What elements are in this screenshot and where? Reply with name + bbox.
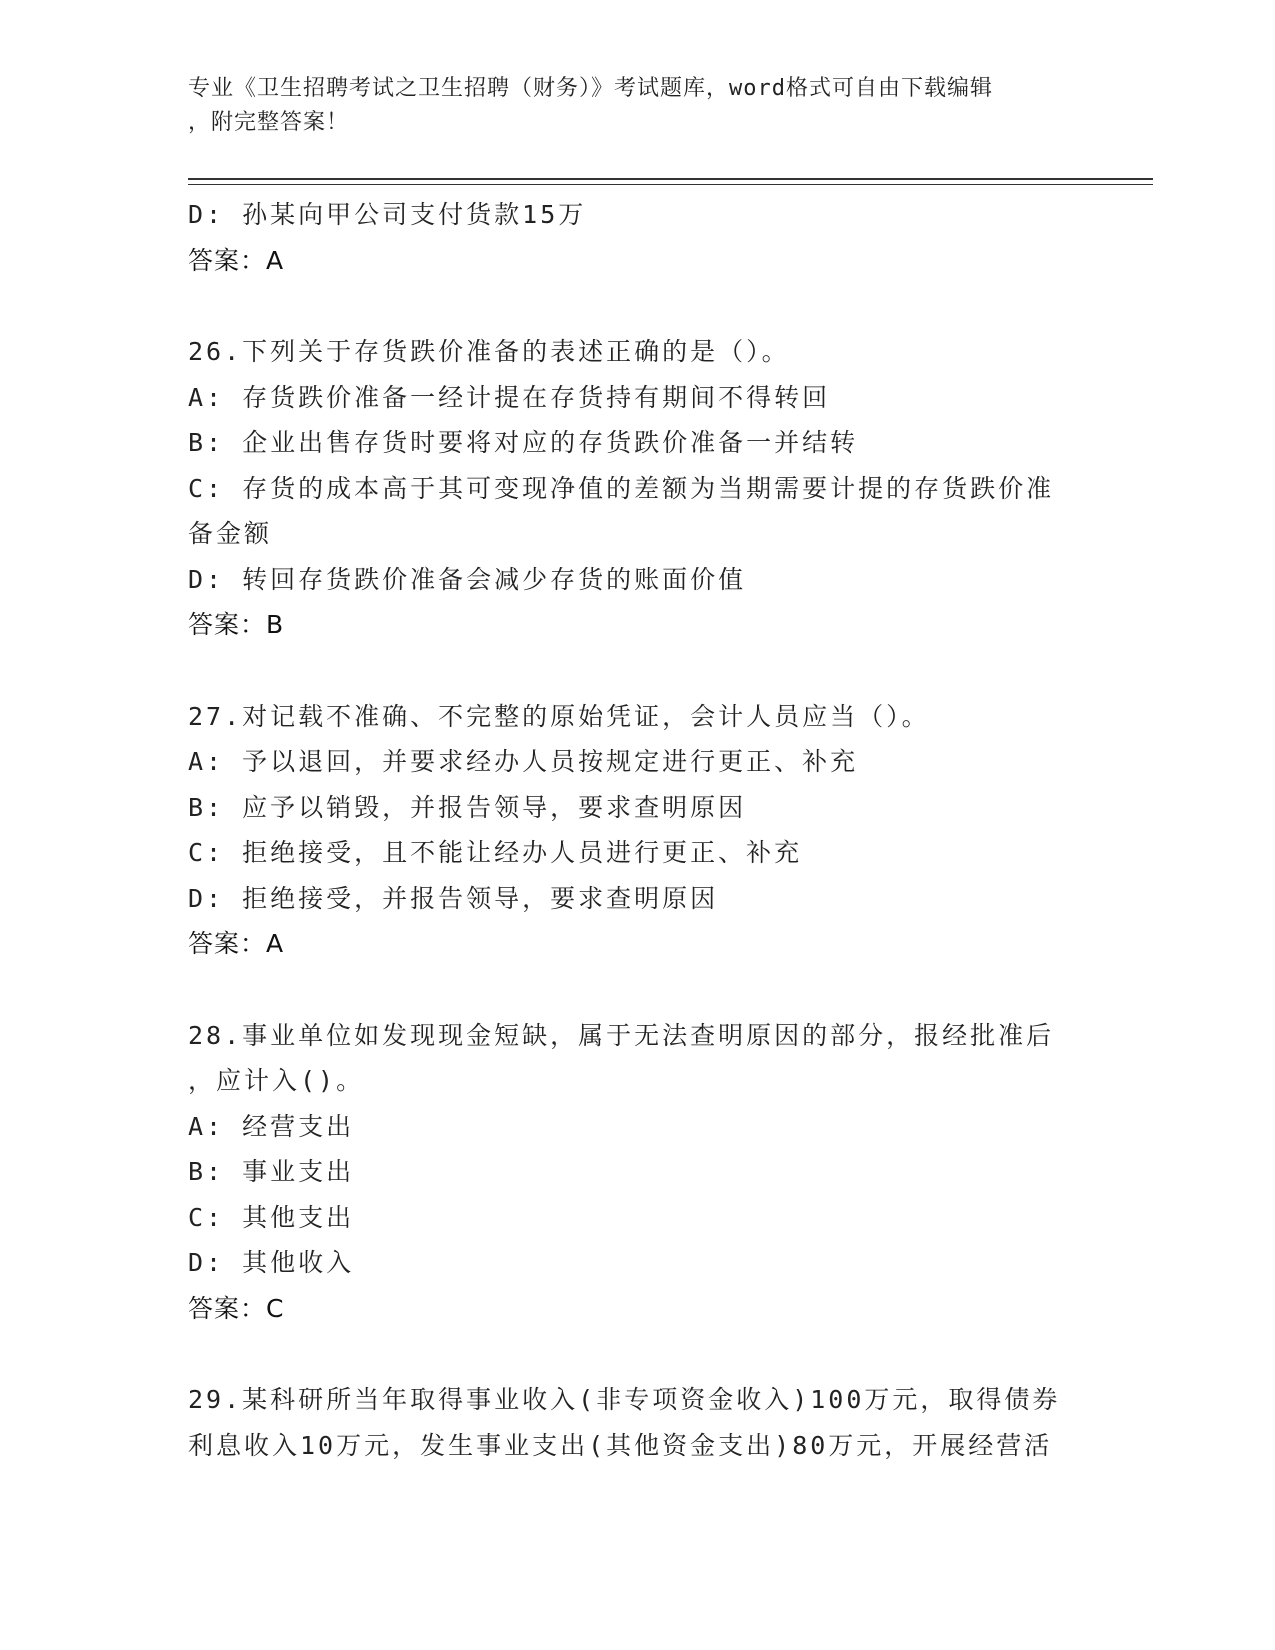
option-a: A: 经营支出 — [188, 1111, 355, 1141]
option-a: A: 予以退回，并要求经办人员按规定进行更正、补充 — [188, 747, 859, 776]
question-stem: 28.事业单位如发现现金短缺，属于无法查明原因的部分，报经批准后 — [188, 1020, 1055, 1050]
option-b: B: 事业支出 — [188, 1157, 355, 1186]
question-stem: 29.某科研所当年取得事业收入(非专项资金收入)100万元，取得债券 — [188, 1385, 1061, 1414]
spacer — [188, 967, 1088, 1013]
header-line-1: 专业《卫生招聘考试之卫生招聘（财务）》考试题库，word格式可自由下载编辑 — [188, 76, 993, 101]
question-27 — [188, 694, 1088, 967]
option-c-continued: 备金额 — [188, 519, 273, 548]
previous-question-tail — [188, 192, 1088, 283]
option-c: C: 拒绝接受，且不能让经办人员进行更正、补充 — [188, 838, 803, 867]
page-header — [188, 72, 1088, 140]
option-b: B: 应予以销毁，并报告领导，要求查明原因 — [188, 792, 747, 822]
question-stem: 26.下列关于存货跌价准备的表述正确的是（）。 — [188, 337, 790, 366]
option-a: A: 存货跌价准备一经计提在存货持有期间不得转回 — [188, 382, 831, 412]
option-d: D: 孙某向甲公司支付货款15万 — [188, 200, 587, 229]
answer-label: 答案：A — [188, 245, 285, 275]
question-list — [188, 192, 1088, 1468]
question-26 — [188, 329, 1088, 648]
question-stem-continued: 利息收入10万元，发生事业支出(其他资金支出)80万元，开展经营活 — [188, 1430, 1053, 1460]
answer-label: 答案：A — [188, 929, 285, 958]
question-stem: 27.对记载不准确、不完整的原始凭证，会计人员应当（）。 — [188, 701, 930, 731]
answer-label: 答案：C — [188, 1293, 285, 1323]
answer-label: 答案：B — [188, 610, 285, 639]
question-28 — [188, 1013, 1088, 1332]
option-c: C: 存货的成本高于其可变现净值的差额为当期需要计提的存货跌价准 — [188, 473, 1055, 503]
question-stem-continued: ，应计入()。 — [188, 1066, 365, 1095]
header-divider — [188, 178, 1153, 185]
spacer — [188, 1331, 1088, 1377]
option-b: B: 企业出售存货时要将对应的存货跌价准备一并结转 — [188, 428, 859, 457]
header-line-2: ，附完整答案！ — [188, 110, 350, 135]
spacer — [188, 283, 1088, 329]
option-c: C: 其他支出 — [188, 1202, 355, 1232]
spacer — [188, 648, 1088, 694]
question-29 — [188, 1377, 1088, 1468]
option-d: D: 转回存货跌价准备会减少存货的账面价值 — [188, 564, 747, 594]
option-d: D: 其他收入 — [188, 1248, 355, 1277]
option-d: D: 拒绝接受，并报告领导，要求查明原因 — [188, 883, 719, 913]
